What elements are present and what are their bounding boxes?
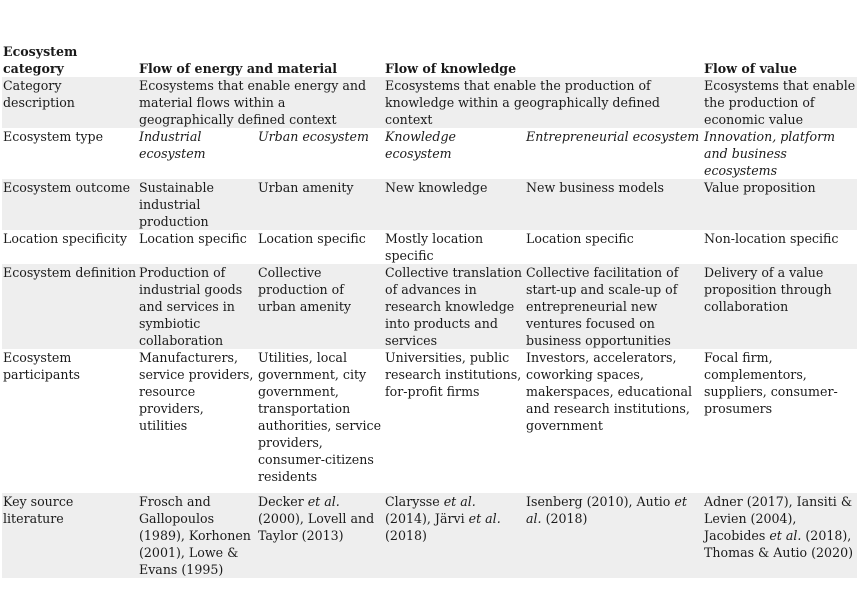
- row-label: Ecosystem outcome: [2, 179, 138, 230]
- cell-industrial: Manufacturers, service providers, resource providers, utilities: [139, 350, 254, 433]
- cell-urban: Utilities, local government, city government, transportation authorities, service providers, consumer-citizens residents: [258, 350, 382, 484]
- citation-text: (2018): [385, 528, 427, 543]
- citation-text: Clarysse: [385, 494, 440, 509]
- header-flow-energy: Flow of energy and material: [139, 61, 338, 76]
- et-al-text: et al.: [526, 494, 687, 526]
- citation-text: (2014), Järvi: [385, 511, 465, 526]
- row-category-description: [2, 77, 857, 128]
- row-ecosystem-outcome: [2, 179, 857, 230]
- citation-text: Isenberg (2010), Autio: [526, 494, 671, 509]
- row-location-specificity: [2, 230, 857, 264]
- cell-innovation: Focal firm, complementors, suppliers, consumer-prosumers: [704, 350, 838, 416]
- cell-knowledge: Knowledge ecosystem: [385, 129, 456, 161]
- header-row: [2, 43, 857, 77]
- cell-innovation: Innovation, platform and business ecosystems: [704, 129, 836, 178]
- cell-industrial: Industrial ecosystem: [139, 129, 206, 161]
- cell-knowledge: Ecosystems that enable the production of knowledge within a geographically defined context: [384, 77, 703, 128]
- cell-urban: Location specific: [258, 231, 366, 246]
- cell-entrepreneurial: [525, 493, 703, 578]
- row-ecosystem-definition: [2, 264, 857, 349]
- cell-entrepreneurial: Investors, accelerators, coworking spaces, makerspaces, educational and research institutions, government: [526, 350, 693, 433]
- row-label: Ecosystem type: [3, 129, 104, 144]
- spacer-cell: [2, 485, 857, 493]
- cell-innovation: [703, 493, 857, 578]
- citation-text: (2000), Lovell and Taylor (2013): [258, 511, 375, 543]
- header-flow-knowledge: Flow of knowledge: [385, 61, 517, 76]
- citation-text: (2018): [545, 511, 588, 526]
- cell-industrial: Sustainable industrial production: [138, 179, 257, 230]
- cell-urban: Urban ecosystem: [258, 129, 369, 144]
- et-al-text: et al.: [468, 511, 501, 526]
- cell-entrepreneurial: New business models: [525, 179, 703, 230]
- cell-industrial: Production of industrial goods and services in symbiotic collaboration: [138, 264, 257, 349]
- cell-innovation: Delivery of a value proposition through collaboration: [703, 264, 857, 349]
- row-label: Ecosystem definition: [2, 264, 138, 349]
- cell-innovation: Non-location specific: [704, 231, 839, 246]
- cell-industrial: Location specific: [139, 231, 247, 246]
- citation-text: Adner (2017), Iansiti & Levien (2004), Jacobides: [704, 494, 853, 543]
- cell-entrepreneurial: Entrepreneurial ecosystem: [526, 129, 700, 144]
- row-label: Ecosystem participants: [3, 350, 80, 382]
- cell-urban: [257, 493, 384, 578]
- citation-text: (2018), Thomas & Autio (2020): [704, 528, 854, 560]
- cell-energy: Ecosystems that enable energy and material flows within a geographically defined context: [138, 77, 384, 128]
- cell-knowledge: Collective translation of advances in research knowledge into products and services: [384, 264, 525, 349]
- header-flow-value: Flow of value: [704, 61, 798, 76]
- cell-urban: Urban amenity: [257, 179, 384, 230]
- row-ecosystem-participants: [2, 349, 857, 485]
- cell-urban: Collective production of urban amenity: [257, 264, 384, 349]
- et-al-text: et al.: [769, 528, 802, 543]
- header-ecosystem-category: Ecosystem category: [3, 44, 78, 76]
- et-al-text: et al.: [443, 494, 476, 509]
- cell-knowledge: New knowledge: [384, 179, 525, 230]
- row-ecosystem-type: [2, 128, 857, 179]
- cell-knowledge: Mostly location specific: [385, 231, 484, 263]
- cell-value: Ecosystems that enable the production of economic value: [704, 78, 856, 127]
- citation-text: Decker: [258, 494, 304, 509]
- cell-entrepreneurial: Location specific: [526, 231, 634, 246]
- row-spacer: [2, 485, 857, 493]
- cell-entrepreneurial: Collective facilitation of start-up and scale-up of entrepreneurial new ventures focused on business opportunities: [525, 264, 703, 349]
- cell-knowledge: Universities, public research institutions, for-profit firms: [385, 350, 522, 399]
- ecosystem-table: [2, 43, 857, 578]
- row-label: Category description: [2, 77, 138, 128]
- row-key-source-literature: [2, 493, 857, 578]
- et-al-text: et al.: [307, 494, 340, 509]
- cell-industrial: Frosch and Gallopoulos (1989), Korhonen (2001), Lowe & Evans (1995): [138, 493, 257, 578]
- row-label: Location specificity: [3, 231, 128, 246]
- row-label: Key source literature: [2, 493, 138, 578]
- cell-innovation: Value proposition: [703, 179, 857, 230]
- cell-knowledge: [384, 493, 525, 578]
